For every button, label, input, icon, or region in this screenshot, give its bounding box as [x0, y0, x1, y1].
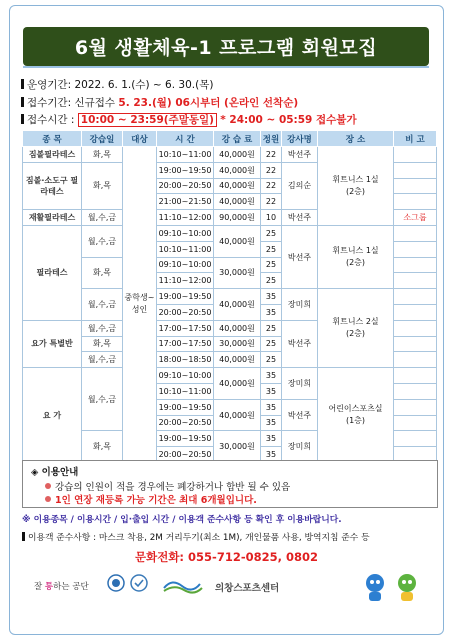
- fee-cell: 40,000원: [214, 289, 261, 321]
- memo-cell: [394, 336, 437, 352]
- fee-cell: 30,000원: [214, 257, 261, 289]
- bullet-bar: [22, 532, 25, 541]
- header-time: 시 간: [157, 131, 214, 147]
- info-label: 운영기간:: [27, 79, 72, 91]
- title-underline: [23, 66, 429, 68]
- info-extra: * 24:00 ~ 05:59 접수불가: [220, 114, 357, 126]
- bullet-bar: [21, 97, 24, 107]
- capacity-cell: 35: [261, 304, 282, 320]
- time-cell: 21:00~21:50: [157, 194, 214, 210]
- fee-cell: 40,000원: [214, 352, 261, 368]
- time-cell: 19:00~19:50: [157, 162, 214, 178]
- days-cell: 월,수,금: [82, 210, 123, 226]
- program-cell: 짐볼필라테스: [23, 147, 82, 163]
- notice-item: [45, 492, 257, 506]
- capacity-cell: 22: [261, 178, 282, 194]
- info-value: 2022. 6. 1.(수) ~ 6. 30.(목): [74, 79, 214, 91]
- capacity-cell: 35: [261, 368, 282, 384]
- time-cell: 17:00~17:50: [157, 336, 214, 352]
- page-title: 6월 생활체육-1 프로그램 회원모집: [23, 27, 429, 66]
- capacity-cell: 25: [261, 352, 282, 368]
- capacity-cell: 10: [261, 210, 282, 226]
- capacity-cell: 25: [261, 336, 282, 352]
- schedule-table: [22, 130, 437, 463]
- notice-text: 강습의 인원이 적을 경우에는 폐강하거나 합반 될 수 있음: [55, 482, 291, 493]
- instructor-cell: 장미희: [282, 289, 318, 321]
- header-memo: 비 고: [394, 131, 437, 147]
- notice-text: 1인 연장 재등록 가능 기간은 최대 6개월입니다.: [55, 495, 257, 506]
- info-label: 접수기간:: [27, 97, 72, 109]
- header-days: 강습일: [82, 131, 123, 147]
- info-extra: 5. 23.(월) 06시부터 (온라인 선착순): [118, 97, 299, 109]
- time-cell: 20:00~20:50: [157, 178, 214, 194]
- time-cell: 17:00~17:50: [157, 320, 214, 336]
- memo-cell: 소그룹: [394, 210, 437, 226]
- award-badge-icon: [130, 574, 148, 592]
- sports-center-logo: [215, 580, 279, 594]
- fee-cell: 40,000원: [214, 225, 261, 257]
- header-capacity: 정원: [261, 131, 282, 147]
- instructor-cell: 박선주: [282, 210, 318, 226]
- memo-cell: [394, 383, 437, 399]
- program-cell: 필라테스: [23, 225, 82, 320]
- time-cell: 09:10~10:00: [157, 225, 214, 241]
- fee-cell: 40,000원: [214, 399, 261, 431]
- agency-logo-icon: [162, 576, 210, 596]
- slogan-highlight: 통: [44, 582, 54, 592]
- table-row: [23, 225, 437, 241]
- time-cell: 19:00~19:50: [157, 289, 214, 305]
- fee-cell: 90,000원: [214, 210, 261, 226]
- time-cell: 20:00~20:50: [157, 304, 214, 320]
- fee-cell: 40,000원: [214, 162, 261, 178]
- capacity-cell: 35: [261, 399, 282, 415]
- capacity-cell: 35: [261, 289, 282, 305]
- bullet-bar: [21, 79, 24, 89]
- fee-cell: 40,000원: [214, 320, 261, 336]
- place-cell: 휘트니스 2실 (2층): [318, 289, 394, 368]
- capacity-cell: 22: [261, 162, 282, 178]
- notice-item: [45, 479, 290, 493]
- certification-badge-icon: [107, 574, 125, 592]
- days-cell: 월,수,금: [82, 225, 123, 257]
- slogan-logo: 잘 통하는 공단: [34, 582, 89, 592]
- warning-text: ※ 이용종목 / 이용시간 / 입·출입 시간 / 이용객 준수사항 등 확인 후 이용바랍니다.: [22, 515, 342, 525]
- table-row: [23, 368, 437, 384]
- rules-text: [22, 530, 370, 543]
- fee-cell: 40,000원: [214, 147, 261, 163]
- header-fee: 강 습 료: [214, 131, 261, 147]
- days-cell: 월,수,금: [82, 368, 123, 431]
- days-cell: 화,목: [82, 147, 123, 163]
- days-cell: 화,목: [82, 431, 123, 463]
- capacity-cell: 35: [261, 431, 282, 447]
- capacity-cell: 35: [261, 383, 282, 399]
- mascot-icon: [362, 572, 388, 602]
- header-place: 장 소: [318, 131, 394, 147]
- memo-cell: [394, 431, 437, 447]
- notice-box: [22, 460, 438, 508]
- memo-cell: [394, 241, 437, 257]
- time-cell: 19:00~19:50: [157, 399, 214, 415]
- time-cell: 10:10~11:00: [157, 147, 214, 163]
- bullet-icon: [45, 496, 51, 502]
- capacity-cell: 25: [261, 241, 282, 257]
- place-cell: 휘트니스 1실 (2층): [318, 225, 394, 288]
- days-cell: 화,목: [82, 162, 123, 209]
- memo-cell: [394, 162, 437, 178]
- days-cell: 월,수,금: [82, 352, 123, 368]
- table-header-row: [23, 131, 437, 147]
- instructor-cell: 박선주: [282, 225, 318, 288]
- instructor-cell: 박선주: [282, 320, 318, 367]
- memo-cell: [394, 415, 437, 431]
- days-cell: 월,수,금: [82, 289, 123, 321]
- memo-cell: [394, 399, 437, 415]
- program-cell: 재활필라테스: [23, 210, 82, 226]
- footer-logos: [22, 572, 434, 608]
- header-instructor: 강사명: [282, 131, 318, 147]
- capacity-cell: 25: [261, 257, 282, 273]
- fee-cell: 30,000원: [214, 431, 261, 463]
- memo-cell: [394, 147, 437, 163]
- capacity-cell: 22: [261, 194, 282, 210]
- capacity-cell: 35: [261, 415, 282, 431]
- header-target: 대상: [123, 131, 157, 147]
- fee-cell: 40,000원: [214, 194, 261, 210]
- time-cell: 11:10~12:00: [157, 210, 214, 226]
- capacity-cell: 25: [261, 273, 282, 289]
- time-cell: 09:10~10:00: [157, 368, 214, 384]
- instructor-cell: 박선주: [282, 399, 318, 431]
- bullet-icon: [45, 483, 51, 489]
- memo-cell: [394, 194, 437, 210]
- instructor-cell: 박선주: [282, 147, 318, 163]
- memo-cell: [394, 304, 437, 320]
- days-cell: 월,수,금: [82, 320, 123, 336]
- time-cell: 20:00~20:50: [157, 415, 214, 431]
- info-registration-period: [21, 95, 298, 110]
- memo-cell: [394, 352, 437, 368]
- program-cell: 짐볼·소도구 필라테스: [23, 162, 82, 209]
- table-row: [23, 289, 437, 305]
- target-cell: 중학생~성인: [123, 147, 157, 463]
- memo-cell: [394, 178, 437, 194]
- capacity-cell: 35: [261, 447, 282, 463]
- header-program: 종 목: [23, 131, 82, 147]
- memo-cell: [394, 368, 437, 384]
- info-registration-time: [21, 112, 357, 127]
- time-cell: 10:10~11:00: [157, 241, 214, 257]
- capacity-cell: 25: [261, 320, 282, 336]
- time-cell: 10:10~11:00: [157, 383, 214, 399]
- info-value: 신규접수: [74, 97, 116, 109]
- time-cell: 11:10~12:00: [157, 273, 214, 289]
- capacity-cell: 22: [261, 147, 282, 163]
- mascot-icon: [394, 572, 420, 602]
- program-cell: 요가 특별반: [23, 320, 82, 367]
- instructor-cell: 장미희: [282, 368, 318, 400]
- time-cell: 19:00~19:50: [157, 431, 214, 447]
- sports-center-name: 의창스포츠센터: [215, 583, 280, 594]
- info-operation-period: [21, 77, 213, 92]
- fee-cell: 40,000원: [214, 178, 261, 194]
- memo-cell: [394, 225, 437, 241]
- capacity-cell: 25: [261, 225, 282, 241]
- memo-cell: [394, 273, 437, 289]
- fee-cell: 30,000원: [214, 336, 261, 352]
- time-cell: 20:00~20:50: [157, 447, 214, 463]
- time-cell: 18:00~18:50: [157, 352, 214, 368]
- memo-cell: [394, 320, 437, 336]
- instructor-cell: 김의순: [282, 162, 318, 209]
- fee-cell: 40,000원: [214, 368, 261, 400]
- info-label: 접수시간 :: [27, 114, 75, 126]
- place-cell: 휘트니스 1실 (2층): [318, 147, 394, 226]
- notice-title: ◈ 이용안내: [31, 467, 79, 478]
- time-cell: 09:10~10:00: [157, 257, 214, 273]
- contact-phone: 문화전화: 055-712-0825, 0802: [135, 550, 318, 564]
- days-cell: 화,목: [82, 336, 123, 352]
- place-cell: 어린이스포츠실 (1층): [318, 368, 394, 463]
- bullet-bar: [21, 114, 24, 124]
- rules-value: 이용객 준수사항 : 마스크 착용, 2M 거리두기(최소 1M), 개인물품 사용, 방역지침 준수 등: [28, 533, 370, 543]
- memo-cell: [394, 289, 437, 305]
- memo-cell: [394, 257, 437, 273]
- program-cell: 요 가: [23, 368, 82, 463]
- days-cell: 화,목: [82, 257, 123, 289]
- table-row: [23, 147, 437, 163]
- info-value: 10:00 ~ 23:59(주말동일): [78, 113, 217, 127]
- notice-title-text: 이용안내: [41, 467, 79, 478]
- instructor-cell: 장미희: [282, 431, 318, 463]
